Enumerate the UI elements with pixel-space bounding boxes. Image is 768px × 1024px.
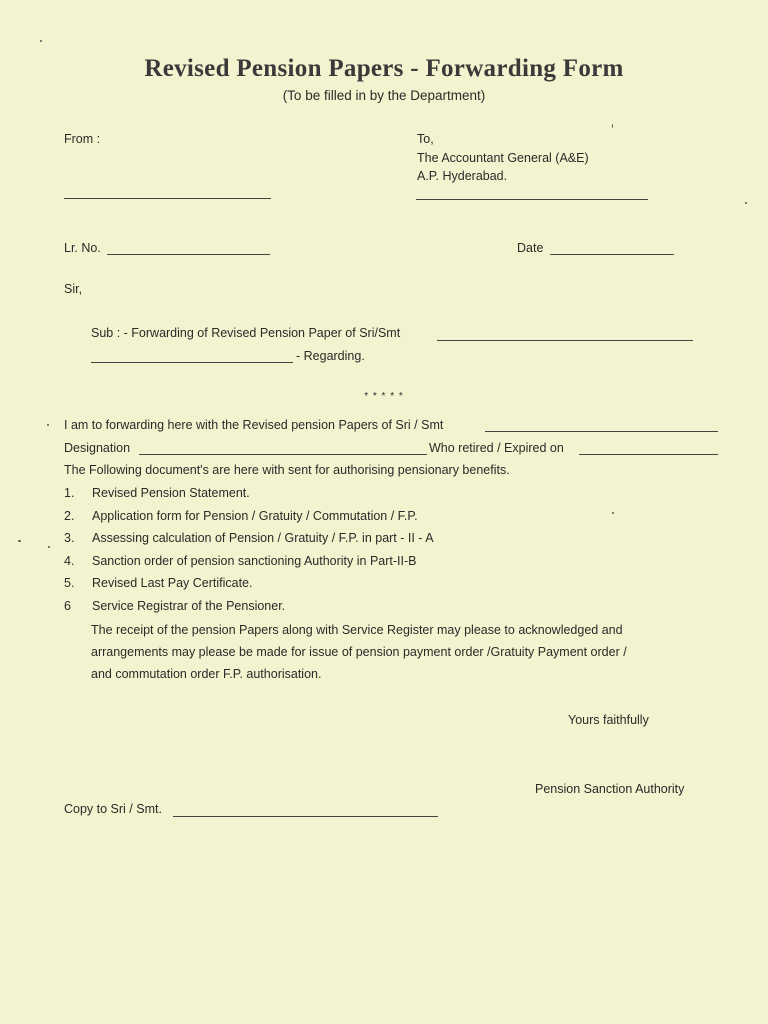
to-recipient-line1: The Accountant General (A&E) xyxy=(417,151,589,165)
retired-label: Who retired / Expired on xyxy=(429,441,564,455)
document-number: 5. xyxy=(64,576,75,590)
document-number: 1. xyxy=(64,486,75,500)
copy-to-label: Copy to Sri / Smt. xyxy=(64,802,162,816)
document-item xyxy=(64,486,250,500)
document-text: Revised Last Pay Certificate. xyxy=(92,576,253,590)
to-recipient-line2: A.P. Hyderabad. xyxy=(417,169,508,183)
document-text: Application form for Pension / Gratuity / Commutation / F.P. xyxy=(92,509,418,523)
paper-speck xyxy=(745,202,747,204)
from-label: From : xyxy=(64,132,101,146)
paper-speck xyxy=(612,124,613,128)
to-label: To, xyxy=(417,132,434,146)
date-field[interactable] xyxy=(550,254,674,255)
paper-speck xyxy=(40,40,42,42)
body-line-1: I am to forwarding here with the Revised pension Papers of Sri / Smt xyxy=(64,418,444,432)
document-item xyxy=(64,531,434,545)
form-subtitle: (To be filled in by the Department) xyxy=(282,88,486,103)
paper-speck xyxy=(18,540,21,542)
lr-no-label: Lr. No. xyxy=(64,241,101,255)
designation-label: Designation xyxy=(64,441,131,455)
document-text: Sanction order of pension sanctioning Authority in Part-II-B xyxy=(92,554,417,568)
document-item xyxy=(64,509,418,523)
copy-to-field[interactable] xyxy=(173,816,438,817)
subject-name-field-continued[interactable] xyxy=(91,362,293,363)
closing-paragraph-line-3: and commutation order F.P. authorisation. xyxy=(91,667,322,681)
lr-no-field[interactable] xyxy=(107,254,270,255)
document-text: Revised Pension Statement. xyxy=(92,486,250,500)
document-item xyxy=(64,599,285,613)
retired-date-field[interactable] xyxy=(579,454,718,455)
subject-name-field[interactable] xyxy=(437,340,693,341)
to-address-line[interactable] xyxy=(416,199,648,200)
from-address-line[interactable] xyxy=(64,198,271,199)
pensioner-name-field[interactable] xyxy=(485,431,718,432)
document-number: 4. xyxy=(64,554,75,568)
document-item xyxy=(64,576,253,590)
document-number: 3. xyxy=(64,531,75,545)
document-text: Service Registrar of the Pensioner. xyxy=(92,599,286,613)
designation-field[interactable] xyxy=(139,454,427,455)
paper-speck xyxy=(47,424,49,426)
authority-signature-label: Pension Sanction Authority xyxy=(535,782,685,796)
closing-paragraph-line-1: The receipt of the pension Papers along with Service Register may please to acknowledged and xyxy=(91,623,623,637)
yours-faithfully: Yours faithfully xyxy=(568,713,649,727)
form-title: Revised Pension Papers - Forwarding Form xyxy=(144,55,624,82)
closing-paragraph-line-2: arrangements may please be made for issue of pension payment order /Gratuity Payment order / xyxy=(91,645,627,659)
document-number: 2. xyxy=(64,509,75,523)
salutation: Sir, xyxy=(64,282,83,296)
subject-suffix: - Regarding. xyxy=(296,349,365,363)
documents-intro: The Following document's are here with sent for authorising pensionary benefits. xyxy=(64,463,510,477)
document-text: Assessing calculation of Pension / Gratuity / F.P. in part - II - A xyxy=(92,531,434,545)
document-item xyxy=(64,554,417,568)
section-separator: * * * * * xyxy=(364,391,404,402)
paper-speck xyxy=(612,512,614,514)
date-label: Date xyxy=(517,241,544,255)
subject-prefix: Sub : - Forwarding of Revised Pension Paper of Sri/Smt xyxy=(91,326,401,340)
paper-speck xyxy=(48,546,50,548)
document-number: 6 xyxy=(64,599,71,613)
